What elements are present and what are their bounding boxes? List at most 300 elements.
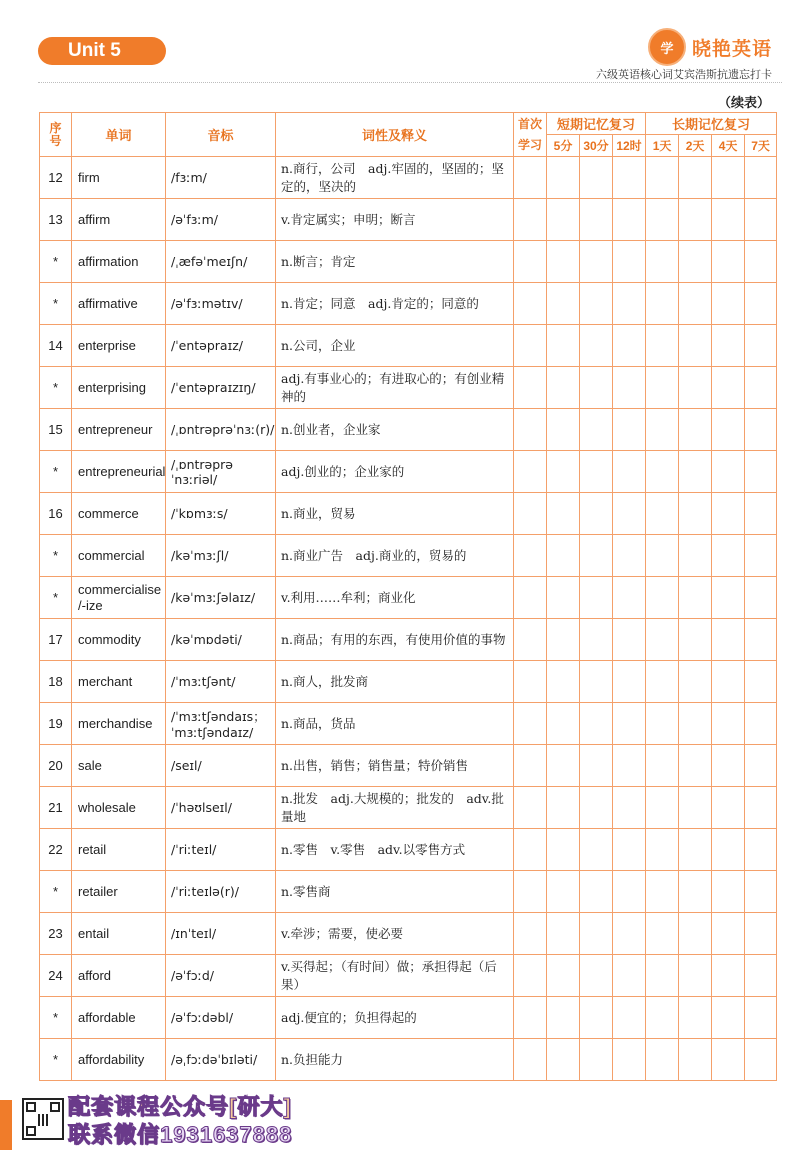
table-row bbox=[40, 661, 777, 703]
review-checkbox-cell[interactable] bbox=[679, 745, 712, 787]
review-checkbox-cell[interactable] bbox=[580, 787, 613, 829]
vocab-table bbox=[39, 112, 777, 1081]
unit-label: Unit 5 bbox=[68, 40, 121, 61]
review-checkbox-cell[interactable] bbox=[547, 367, 580, 409]
review-checkbox-cell[interactable] bbox=[613, 325, 646, 367]
row-word: affordability bbox=[72, 1039, 166, 1081]
review-checkbox-cell[interactable] bbox=[514, 619, 547, 661]
row-definition: n.出售，销售；销售量；特价销售 bbox=[276, 745, 514, 787]
table-row bbox=[40, 157, 777, 199]
review-checkbox-cell[interactable] bbox=[613, 703, 646, 745]
row-phonetic: /əˈfɔːd/ bbox=[166, 955, 276, 997]
review-checkbox-cell[interactable] bbox=[679, 241, 712, 283]
header-word: 单词 bbox=[72, 113, 166, 157]
review-checkbox-cell[interactable] bbox=[745, 577, 777, 619]
row-number: 16 bbox=[40, 493, 72, 535]
review-checkbox-cell[interactable] bbox=[580, 535, 613, 577]
review-checkbox-cell[interactable] bbox=[547, 535, 580, 577]
review-checkbox-cell[interactable] bbox=[712, 871, 745, 913]
footer-line-1: 配套课程公众号[研大] bbox=[68, 1094, 292, 1119]
row-phonetic: /əˌfɔːdəˈbɪləti/ bbox=[166, 1039, 276, 1081]
review-checkbox-cell[interactable] bbox=[514, 829, 547, 871]
row-word: retailer bbox=[72, 871, 166, 913]
row-phonetic: /ˈriːteɪlə(r)/ bbox=[166, 871, 276, 913]
review-checkbox-cell[interactable] bbox=[712, 577, 745, 619]
review-checkbox-cell[interactable] bbox=[745, 325, 777, 367]
review-checkbox-cell[interactable] bbox=[613, 283, 646, 325]
review-checkbox-cell[interactable] bbox=[646, 535, 679, 577]
review-checkbox-cell[interactable] bbox=[646, 1039, 679, 1081]
review-checkbox-cell[interactable] bbox=[514, 997, 547, 1039]
review-checkbox-cell[interactable] bbox=[712, 241, 745, 283]
review-checkbox-cell[interactable] bbox=[679, 409, 712, 451]
table-row bbox=[40, 955, 777, 997]
review-checkbox-cell[interactable] bbox=[514, 703, 547, 745]
review-checkbox-cell[interactable] bbox=[679, 871, 712, 913]
review-checkbox-cell[interactable] bbox=[580, 871, 613, 913]
review-checkbox-cell[interactable] bbox=[679, 997, 712, 1039]
review-checkbox-cell[interactable] bbox=[712, 493, 745, 535]
row-word: entail bbox=[72, 913, 166, 955]
table-row bbox=[40, 577, 777, 619]
header-definition: 词性及释义 bbox=[276, 113, 514, 157]
row-word: afford bbox=[72, 955, 166, 997]
review-checkbox-cell[interactable] bbox=[646, 871, 679, 913]
review-checkbox-cell[interactable] bbox=[514, 493, 547, 535]
row-definition: n.断言；肯定 bbox=[276, 241, 514, 283]
review-checkbox-cell[interactable] bbox=[745, 955, 777, 997]
row-phonetic: /kəˈmɜːʃl/ bbox=[166, 535, 276, 577]
review-checkbox-cell[interactable] bbox=[646, 619, 679, 661]
row-phonetic: /ˈmɜːtʃəndaɪs；ˈmɜːtʃəndaɪz/ bbox=[166, 703, 276, 745]
review-checkbox-cell[interactable] bbox=[745, 829, 777, 871]
review-checkbox-cell[interactable] bbox=[745, 535, 777, 577]
review-checkbox-cell[interactable] bbox=[514, 451, 547, 493]
review-checkbox-cell[interactable] bbox=[580, 451, 613, 493]
review-checkbox-cell[interactable] bbox=[712, 199, 745, 241]
review-checkbox-cell[interactable] bbox=[580, 829, 613, 871]
row-definition: n.零售商 bbox=[276, 871, 514, 913]
row-word: firm bbox=[72, 157, 166, 199]
row-phonetic: /ˈhəʊlseɪl/ bbox=[166, 787, 276, 829]
row-word: merchandise bbox=[72, 703, 166, 745]
review-checkbox-cell[interactable] bbox=[580, 241, 613, 283]
review-checkbox-cell[interactable] bbox=[712, 157, 745, 199]
row-phonetic: /ˌæfəˈmeɪʃn/ bbox=[166, 241, 276, 283]
row-word: commercialise /-ize bbox=[72, 577, 166, 619]
review-checkbox-cell[interactable] bbox=[547, 955, 580, 997]
review-checkbox-cell[interactable] bbox=[646, 829, 679, 871]
row-number: 12 bbox=[40, 157, 72, 199]
review-checkbox-cell[interactable] bbox=[547, 745, 580, 787]
review-checkbox-cell[interactable] bbox=[580, 913, 613, 955]
table-row bbox=[40, 997, 777, 1039]
review-checkbox-cell[interactable] bbox=[679, 913, 712, 955]
header-first-study: 首次学习 bbox=[514, 113, 547, 157]
brand-name: 晓艳英语 bbox=[691, 38, 772, 60]
review-checkbox-cell[interactable] bbox=[580, 283, 613, 325]
row-word: entrepreneurial bbox=[72, 451, 166, 493]
table-row bbox=[40, 493, 777, 535]
row-definition: n.商人，批发商 bbox=[276, 661, 514, 703]
review-checkbox-cell[interactable] bbox=[613, 913, 646, 955]
table-row bbox=[40, 829, 777, 871]
review-checkbox-cell[interactable] bbox=[613, 619, 646, 661]
review-checkbox-cell[interactable] bbox=[745, 997, 777, 1039]
review-checkbox-cell[interactable] bbox=[679, 1039, 712, 1081]
review-checkbox-cell[interactable] bbox=[547, 997, 580, 1039]
row-phonetic: /əˈfɔːdəbl/ bbox=[166, 997, 276, 1039]
review-checkbox-cell[interactable] bbox=[613, 1039, 646, 1081]
row-number: * bbox=[40, 871, 72, 913]
review-checkbox-cell[interactable] bbox=[580, 325, 613, 367]
brand-logo-icon bbox=[648, 28, 686, 66]
row-number: 15 bbox=[40, 409, 72, 451]
review-checkbox-cell[interactable] bbox=[514, 535, 547, 577]
row-word: affirm bbox=[72, 199, 166, 241]
row-phonetic: /seɪl/ bbox=[166, 745, 276, 787]
review-checkbox-cell[interactable] bbox=[514, 283, 547, 325]
review-checkbox-cell[interactable] bbox=[580, 661, 613, 703]
row-phonetic: /əˈfɜːm/ bbox=[166, 199, 276, 241]
row-word: commercial bbox=[72, 535, 166, 577]
row-phonetic: /əˈfɜːmətɪv/ bbox=[166, 283, 276, 325]
continued-label: （续表） bbox=[717, 95, 770, 110]
review-checkbox-cell[interactable] bbox=[745, 871, 777, 913]
review-checkbox-cell[interactable] bbox=[580, 409, 613, 451]
table-row bbox=[40, 409, 777, 451]
row-number: * bbox=[40, 367, 72, 409]
row-number: 24 bbox=[40, 955, 72, 997]
review-checkbox-cell[interactable] bbox=[514, 661, 547, 703]
row-number: * bbox=[40, 577, 72, 619]
table-row bbox=[40, 535, 777, 577]
review-checkbox-cell[interactable] bbox=[547, 577, 580, 619]
review-checkbox-cell[interactable] bbox=[613, 451, 646, 493]
table-row bbox=[40, 367, 777, 409]
review-checkbox-cell[interactable] bbox=[745, 367, 777, 409]
review-checkbox-cell[interactable] bbox=[613, 409, 646, 451]
review-checkbox-cell[interactable] bbox=[745, 241, 777, 283]
review-checkbox-cell[interactable] bbox=[514, 367, 547, 409]
review-checkbox-cell[interactable] bbox=[613, 241, 646, 283]
review-checkbox-cell[interactable] bbox=[547, 703, 580, 745]
review-checkbox-cell[interactable] bbox=[547, 157, 580, 199]
review-checkbox-cell[interactable] bbox=[646, 157, 679, 199]
review-checkbox-cell[interactable] bbox=[514, 241, 547, 283]
review-checkbox-cell[interactable] bbox=[745, 1039, 777, 1081]
review-checkbox-cell[interactable] bbox=[712, 451, 745, 493]
review-checkbox-cell[interactable] bbox=[745, 703, 777, 745]
review-checkbox-cell[interactable] bbox=[547, 325, 580, 367]
review-checkbox-cell[interactable] bbox=[745, 619, 777, 661]
row-word: entrepreneur bbox=[72, 409, 166, 451]
row-phonetic: /ˈentəpraɪzɪŋ/ bbox=[166, 367, 276, 409]
row-number: * bbox=[40, 241, 72, 283]
row-definition: n.公司，企业 bbox=[276, 325, 514, 367]
review-checkbox-cell[interactable] bbox=[646, 199, 679, 241]
row-definition: adj.创业的；企业家的 bbox=[276, 451, 514, 493]
review-checkbox-cell[interactable] bbox=[514, 871, 547, 913]
header-no: 序号 bbox=[40, 113, 72, 157]
review-checkbox-cell[interactable] bbox=[646, 913, 679, 955]
review-checkbox-cell[interactable] bbox=[646, 451, 679, 493]
row-word: affirmation bbox=[72, 241, 166, 283]
review-checkbox-cell[interactable] bbox=[712, 703, 745, 745]
row-word: affordable bbox=[72, 997, 166, 1039]
brand bbox=[648, 28, 772, 66]
review-checkbox-cell[interactable] bbox=[580, 577, 613, 619]
row-number: 18 bbox=[40, 661, 72, 703]
review-checkbox-cell[interactable] bbox=[646, 997, 679, 1039]
review-checkbox-cell[interactable] bbox=[613, 157, 646, 199]
review-checkbox-cell[interactable] bbox=[580, 745, 613, 787]
review-checkbox-cell[interactable] bbox=[646, 283, 679, 325]
review-checkbox-cell[interactable] bbox=[712, 787, 745, 829]
review-checkbox-cell[interactable] bbox=[514, 157, 547, 199]
review-checkbox-cell[interactable] bbox=[613, 577, 646, 619]
review-checkbox-cell[interactable] bbox=[514, 1039, 547, 1081]
qr-code-icon bbox=[22, 1098, 64, 1140]
header-interval: 5分 bbox=[547, 135, 580, 157]
row-phonetic: /ˈriːteɪl/ bbox=[166, 829, 276, 871]
header-interval: 1天 bbox=[646, 135, 679, 157]
header-interval: 4天 bbox=[712, 135, 745, 157]
review-checkbox-cell[interactable] bbox=[547, 409, 580, 451]
review-checkbox-cell[interactable] bbox=[580, 997, 613, 1039]
unit-tab bbox=[38, 37, 166, 65]
review-checkbox-cell[interactable] bbox=[745, 157, 777, 199]
row-definition: n.商业，贸易 bbox=[276, 493, 514, 535]
review-checkbox-cell[interactable] bbox=[547, 241, 580, 283]
row-word: affirmative bbox=[72, 283, 166, 325]
header-interval: 30分 bbox=[580, 135, 613, 157]
review-checkbox-cell[interactable] bbox=[712, 661, 745, 703]
review-checkbox-cell[interactable] bbox=[745, 493, 777, 535]
review-checkbox-cell[interactable] bbox=[745, 787, 777, 829]
review-checkbox-cell[interactable] bbox=[712, 1039, 745, 1081]
review-checkbox-cell[interactable] bbox=[712, 535, 745, 577]
review-checkbox-cell[interactable] bbox=[745, 745, 777, 787]
review-checkbox-cell[interactable] bbox=[745, 199, 777, 241]
row-definition: n.创业者，企业家 bbox=[276, 409, 514, 451]
review-checkbox-cell[interactable] bbox=[613, 661, 646, 703]
review-checkbox-cell[interactable] bbox=[679, 451, 712, 493]
row-word: commodity bbox=[72, 619, 166, 661]
row-phonetic: /ˌɒntrəprəˈnɜː(r)/ bbox=[166, 409, 276, 451]
row-number: * bbox=[40, 283, 72, 325]
review-checkbox-cell[interactable] bbox=[679, 955, 712, 997]
row-number: 20 bbox=[40, 745, 72, 787]
table-row bbox=[40, 703, 777, 745]
review-checkbox-cell[interactable] bbox=[613, 199, 646, 241]
review-checkbox-cell[interactable] bbox=[547, 451, 580, 493]
row-definition: n.批发 adj.大规模的；批发的 adv.批量地 bbox=[276, 787, 514, 829]
review-checkbox-cell[interactable] bbox=[646, 787, 679, 829]
review-checkbox-cell[interactable] bbox=[580, 157, 613, 199]
review-checkbox-cell[interactable] bbox=[580, 493, 613, 535]
review-checkbox-cell[interactable] bbox=[514, 577, 547, 619]
review-checkbox-cell[interactable] bbox=[547, 283, 580, 325]
review-checkbox-cell[interactable] bbox=[613, 871, 646, 913]
review-checkbox-cell[interactable] bbox=[679, 619, 712, 661]
review-checkbox-cell[interactable] bbox=[679, 787, 712, 829]
review-checkbox-cell[interactable] bbox=[580, 703, 613, 745]
review-checkbox-cell[interactable] bbox=[679, 577, 712, 619]
review-checkbox-cell[interactable] bbox=[712, 283, 745, 325]
table-row bbox=[40, 325, 777, 367]
row-phonetic: /ˈmɜːtʃənt/ bbox=[166, 661, 276, 703]
review-checkbox-cell[interactable] bbox=[712, 955, 745, 997]
review-checkbox-cell[interactable] bbox=[679, 535, 712, 577]
vocab-table-body bbox=[40, 157, 777, 1081]
review-checkbox-cell[interactable] bbox=[679, 367, 712, 409]
header-interval: 2天 bbox=[679, 135, 712, 157]
table-row bbox=[40, 913, 777, 955]
review-checkbox-cell[interactable] bbox=[547, 619, 580, 661]
row-definition: n.商行，公司 adj.牢固的，坚固的；坚定的，坚决的 bbox=[276, 157, 514, 199]
review-checkbox-cell[interactable] bbox=[547, 661, 580, 703]
row-number: 13 bbox=[40, 199, 72, 241]
review-checkbox-cell[interactable] bbox=[514, 199, 547, 241]
row-definition: v.利用……牟利；商业化 bbox=[276, 577, 514, 619]
review-checkbox-cell[interactable] bbox=[646, 409, 679, 451]
review-checkbox-cell[interactable] bbox=[547, 493, 580, 535]
table-row bbox=[40, 745, 777, 787]
row-definition: n.肯定；同意 adj.肯定的；同意的 bbox=[276, 283, 514, 325]
review-checkbox-cell[interactable] bbox=[679, 157, 712, 199]
review-checkbox-cell[interactable] bbox=[646, 577, 679, 619]
review-checkbox-cell[interactable] bbox=[646, 325, 679, 367]
table-row bbox=[40, 1039, 777, 1081]
review-checkbox-cell[interactable] bbox=[613, 535, 646, 577]
review-checkbox-cell[interactable] bbox=[745, 409, 777, 451]
review-checkbox-cell[interactable] bbox=[613, 955, 646, 997]
review-checkbox-cell[interactable] bbox=[679, 661, 712, 703]
review-checkbox-cell[interactable] bbox=[745, 451, 777, 493]
review-checkbox-cell[interactable] bbox=[646, 745, 679, 787]
review-checkbox-cell[interactable] bbox=[712, 829, 745, 871]
review-checkbox-cell[interactable] bbox=[646, 703, 679, 745]
review-checkbox-cell[interactable] bbox=[679, 493, 712, 535]
brand-subtitle: 六级英语核心词艾宾浩斯抗遗忘打卡 bbox=[596, 69, 772, 81]
review-checkbox-cell[interactable] bbox=[613, 493, 646, 535]
review-checkbox-cell[interactable] bbox=[712, 325, 745, 367]
table-row bbox=[40, 871, 777, 913]
review-checkbox-cell[interactable] bbox=[514, 787, 547, 829]
row-definition: n.商业广告 adj.商业的，贸易的 bbox=[276, 535, 514, 577]
row-number: 14 bbox=[40, 325, 72, 367]
review-checkbox-cell[interactable] bbox=[580, 367, 613, 409]
review-checkbox-cell[interactable] bbox=[613, 829, 646, 871]
row-definition: n.零售 v.零售 adv.以零售方式 bbox=[276, 829, 514, 871]
review-checkbox-cell[interactable] bbox=[514, 745, 547, 787]
brand-logo-text: 学 bbox=[660, 40, 674, 56]
review-checkbox-cell[interactable] bbox=[646, 241, 679, 283]
review-checkbox-cell[interactable] bbox=[646, 493, 679, 535]
row-word: retail bbox=[72, 829, 166, 871]
footer-line-2: 联系微信1931637888 bbox=[68, 1122, 293, 1147]
review-checkbox-cell[interactable] bbox=[712, 745, 745, 787]
review-checkbox-cell[interactable] bbox=[745, 661, 777, 703]
row-number: * bbox=[40, 1039, 72, 1081]
row-definition: v.买得起；（有时间）做；承担得起（后果） bbox=[276, 955, 514, 997]
review-checkbox-cell[interactable] bbox=[712, 409, 745, 451]
review-checkbox-cell[interactable] bbox=[580, 619, 613, 661]
row-phonetic: /ɪnˈteɪl/ bbox=[166, 913, 276, 955]
review-checkbox-cell[interactable] bbox=[712, 619, 745, 661]
review-checkbox-cell[interactable] bbox=[679, 829, 712, 871]
row-number: * bbox=[40, 451, 72, 493]
row-definition: n.负担能力 bbox=[276, 1039, 514, 1081]
header-short-term: 短期记忆复习 bbox=[547, 113, 646, 135]
row-phonetic: /fɜːm/ bbox=[166, 157, 276, 199]
review-checkbox-cell[interactable] bbox=[613, 997, 646, 1039]
row-phonetic: /ˌɒntrəprəˈnɜːriəl/ bbox=[166, 451, 276, 493]
header-divider bbox=[38, 82, 782, 83]
row-number: * bbox=[40, 997, 72, 1039]
header-ipa: 音标 bbox=[166, 113, 276, 157]
review-checkbox-cell[interactable] bbox=[646, 661, 679, 703]
row-number: 22 bbox=[40, 829, 72, 871]
review-checkbox-cell[interactable] bbox=[613, 745, 646, 787]
review-checkbox-cell[interactable] bbox=[547, 199, 580, 241]
review-checkbox-cell[interactable] bbox=[745, 283, 777, 325]
review-checkbox-cell[interactable] bbox=[514, 913, 547, 955]
review-checkbox-cell[interactable] bbox=[679, 703, 712, 745]
review-checkbox-cell[interactable] bbox=[712, 997, 745, 1039]
header-interval: 7天 bbox=[745, 135, 777, 157]
row-number: * bbox=[40, 535, 72, 577]
table-row bbox=[40, 199, 777, 241]
review-checkbox-cell[interactable] bbox=[514, 325, 547, 367]
row-word: wholesale bbox=[72, 787, 166, 829]
row-definition: adj.有事业心的；有进取心的；有创业精神的 bbox=[276, 367, 514, 409]
review-checkbox-cell[interactable] bbox=[712, 913, 745, 955]
row-definition: v.牵涉；需要，使必要 bbox=[276, 913, 514, 955]
review-checkbox-cell[interactable] bbox=[712, 367, 745, 409]
review-checkbox-cell[interactable] bbox=[547, 787, 580, 829]
table-row bbox=[40, 451, 777, 493]
review-checkbox-cell[interactable] bbox=[514, 409, 547, 451]
header-interval: 12时 bbox=[613, 135, 646, 157]
review-checkbox-cell[interactable] bbox=[547, 913, 580, 955]
review-checkbox-cell[interactable] bbox=[547, 1039, 580, 1081]
review-checkbox-cell[interactable] bbox=[646, 955, 679, 997]
review-checkbox-cell[interactable] bbox=[580, 955, 613, 997]
review-checkbox-cell[interactable] bbox=[745, 913, 777, 955]
review-checkbox-cell[interactable] bbox=[613, 787, 646, 829]
row-number: 23 bbox=[40, 913, 72, 955]
row-number: 19 bbox=[40, 703, 72, 745]
row-definition: n.商品；有用的东西，有使用价值的事物 bbox=[276, 619, 514, 661]
review-checkbox-cell[interactable] bbox=[679, 325, 712, 367]
review-checkbox-cell[interactable] bbox=[679, 283, 712, 325]
review-checkbox-cell[interactable] bbox=[547, 829, 580, 871]
row-definition: n.商品，货品 bbox=[276, 703, 514, 745]
review-checkbox-cell[interactable] bbox=[580, 1039, 613, 1081]
review-checkbox-cell[interactable] bbox=[514, 955, 547, 997]
review-checkbox-cell[interactable] bbox=[613, 367, 646, 409]
review-checkbox-cell[interactable] bbox=[547, 871, 580, 913]
review-checkbox-cell[interactable] bbox=[646, 367, 679, 409]
review-checkbox-cell[interactable] bbox=[679, 199, 712, 241]
row-number: 21 bbox=[40, 787, 72, 829]
row-word: enterprising bbox=[72, 367, 166, 409]
row-phonetic: /ˈkɒmɜːs/ bbox=[166, 493, 276, 535]
review-checkbox-cell[interactable] bbox=[580, 199, 613, 241]
row-word: enterprise bbox=[72, 325, 166, 367]
